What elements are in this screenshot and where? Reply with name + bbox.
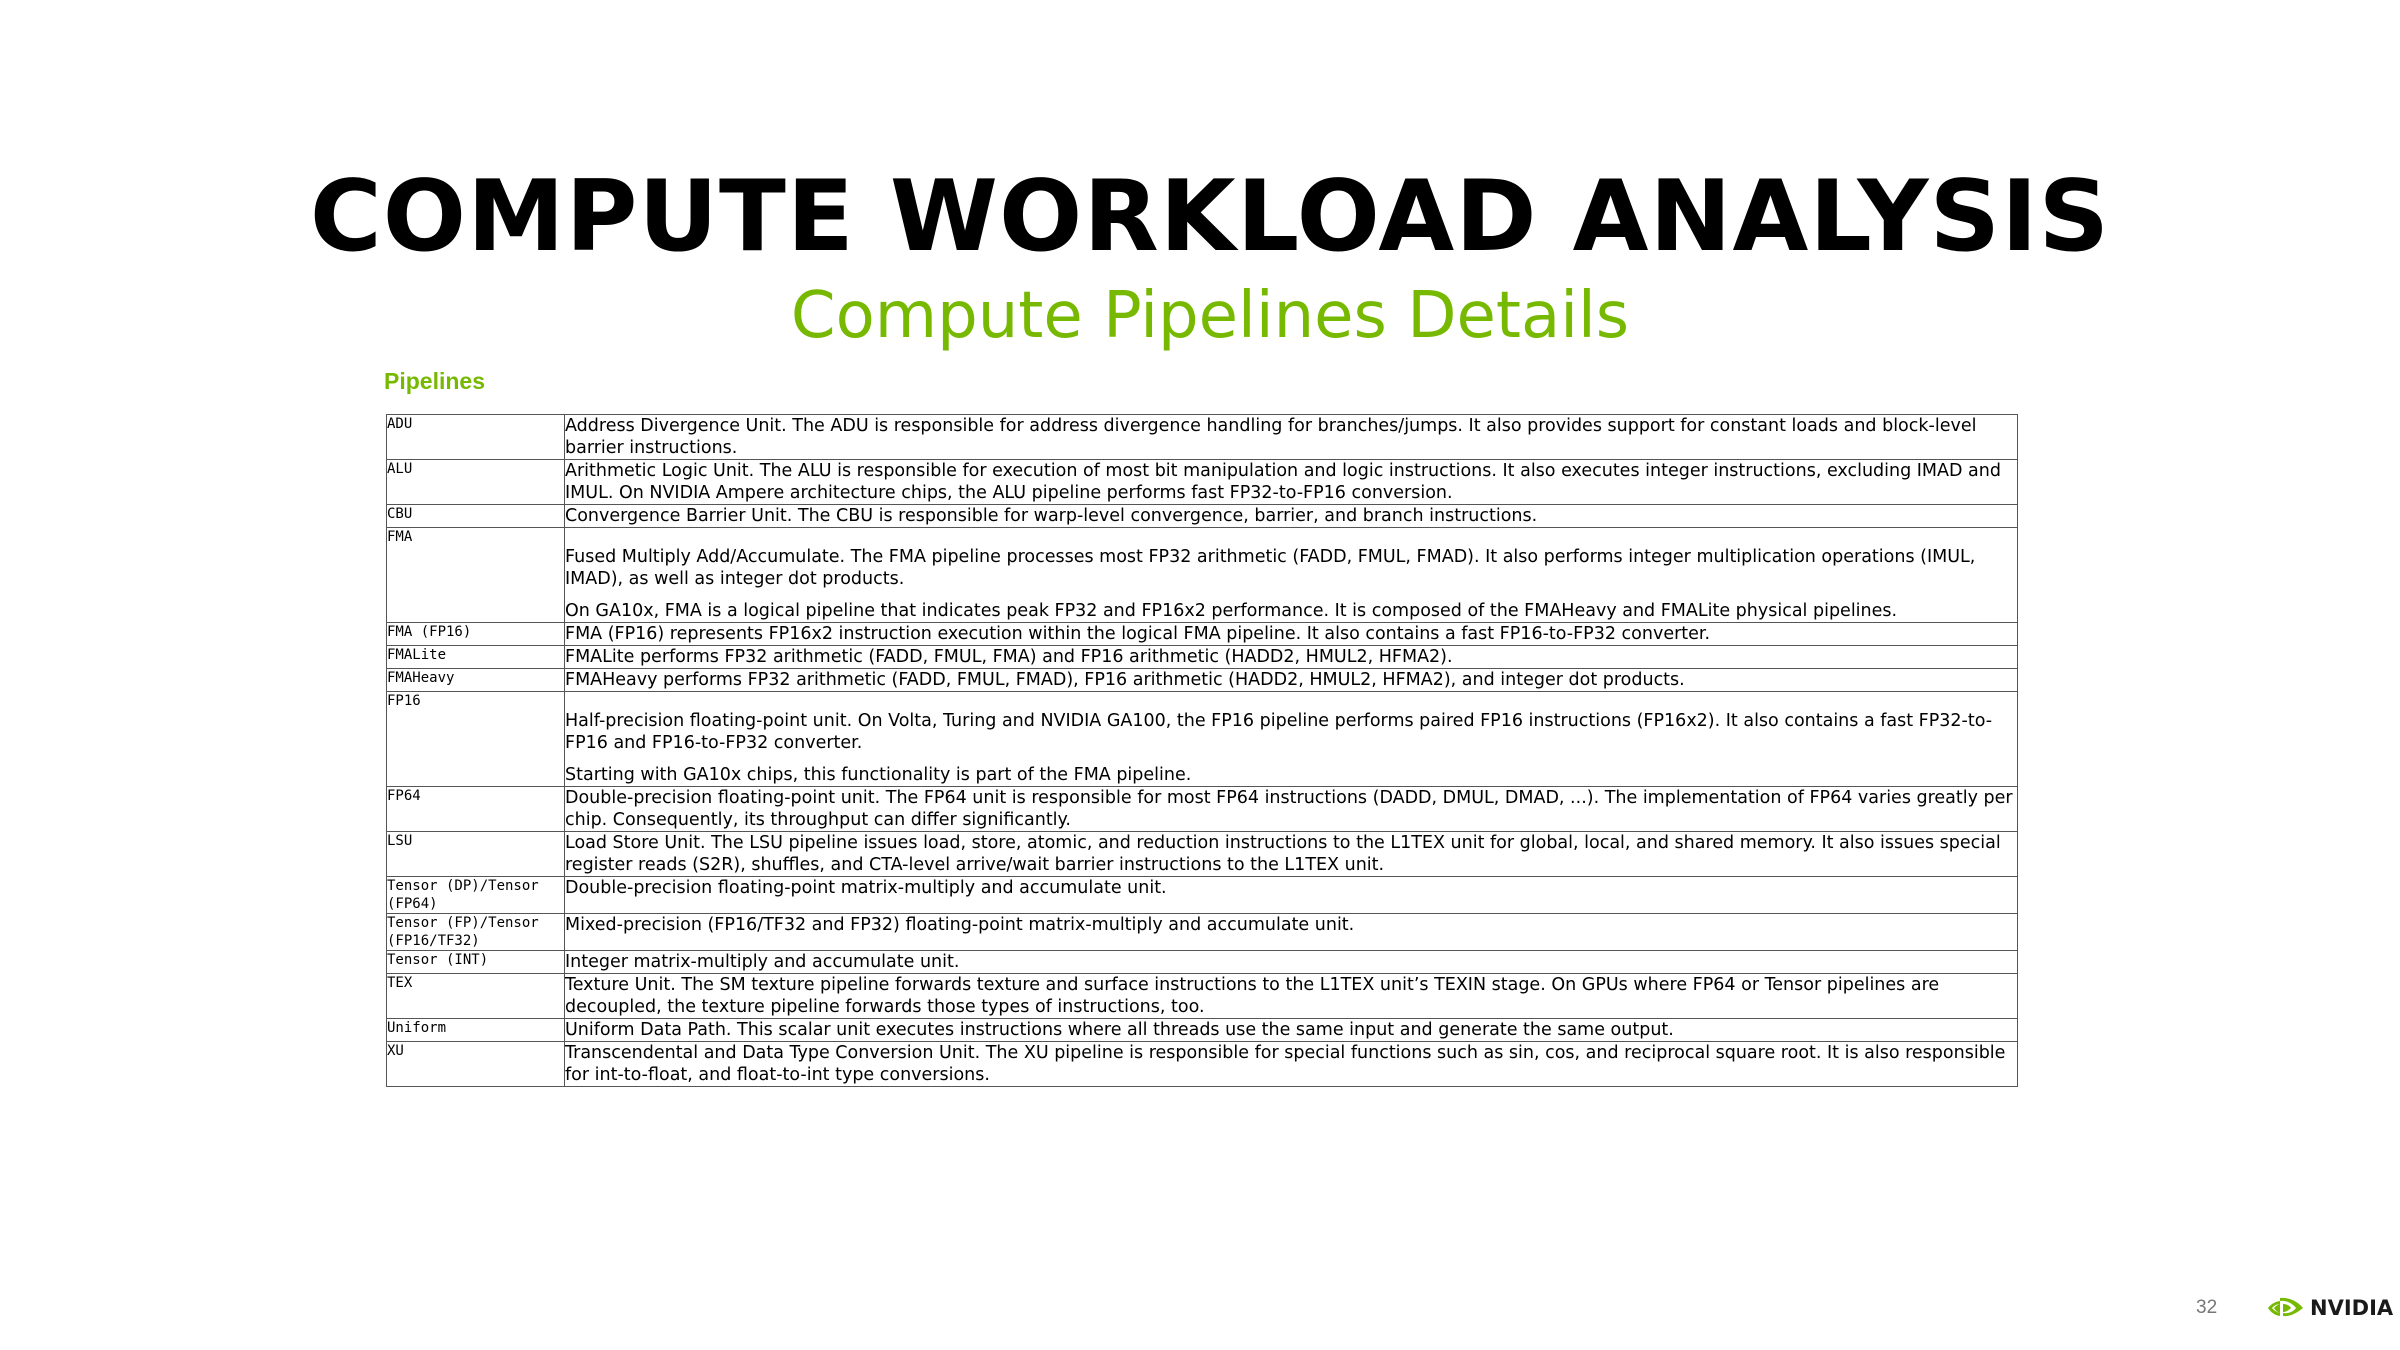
table-row [387,505,2018,528]
pipeline-description [565,1042,2018,1087]
slide-subtitle: Compute Pipelines Details [790,279,1630,353]
pipeline-name: FMAHeavy [387,669,565,692]
pipeline-description-paragraph: Arithmetic Logic Unit. The ALU is responsible for execution of most bit manipulation and logic instructions. It also executes integer instructions, excluding IMAD and IMUL. On NVIDIA Ampere architecture chips, the ALU pipeline performs fast FP32-to-FP16 conversion. [565,461,2001,503]
table-row [387,415,2018,460]
table-row [387,1019,2018,1042]
pipeline-description-paragraph: Texture Unit. The SM texture pipeline forwards texture and surface instructions to the L1TEX unit’s TEXIN stage. On GPUs where FP64 or Tensor pipelines are decoupled, the texture pipeline forwards those types of instructions, too. [565,975,1940,1017]
pipeline-name: ALU [387,460,565,505]
table-row [387,669,2018,692]
table-row [387,877,2018,914]
pipeline-name: TEX [387,974,565,1019]
pipeline-name: FMA [387,528,565,623]
pipeline-description [565,460,2018,505]
pipeline-description [565,669,2018,692]
nvidia-eye-icon [2266,1295,2306,1321]
table-row [387,646,2018,669]
slide-title: COMPUTE WORKLOAD ANALYSIS [309,160,2111,274]
nvidia-logo [2266,1294,2393,1322]
table-row [387,692,2018,787]
table-row [387,787,2018,832]
pipeline-name: FP64 [387,787,565,832]
pipeline-description-paragraph: FMALite performs FP32 arithmetic (FADD, FMUL, FMA) and FP16 arithmetic (HADD2, HMUL2, HFMA2). [565,647,1453,667]
pipeline-description [565,415,2018,460]
pipeline-description-paragraph: Integer matrix-multiply and accumulate unit. [565,952,960,972]
pipeline-description [565,528,2018,623]
table-row [387,460,2018,505]
pipeline-description-paragraph: Half-precision floating-point unit. On Volta, Turing and NVIDIA GA100, the FP16 pipeline performs paired FP16 instructions (FP16x2). It also contains a fast FP32-to-FP16 and FP16-to-FP32 converter. [565,711,1993,753]
pipeline-description [565,623,2018,646]
pipeline-description-paragraph: Transcendental and Data Type Conversion Unit. The XU pipeline is responsible for special functions such as sin, cos, and reciprocal square root. It is also responsible for int-to-float, and float-to-int type conversions. [565,1043,2006,1085]
pipeline-name: CBU [387,505,565,528]
table-row [387,951,2018,974]
table-row [387,528,2018,623]
pipeline-description-paragraph: FMA (FP16) represents FP16x2 instruction execution within the logical FMA pipeline. It also contains a fast FP16-to-FP32 converter. [565,624,1711,644]
pipeline-description [565,951,2018,974]
table-row [387,1042,2018,1087]
pipeline-description-paragraph: Uniform Data Path. This scalar unit executes instructions where all threads use the same input and generate the same output. [565,1020,1674,1040]
pipeline-name: FMALite [387,646,565,669]
pipeline-name: FP16 [387,692,565,787]
table-row [387,832,2018,877]
pipeline-description [565,505,2018,528]
pipeline-name: Tensor (FP)/Tensor (FP16/TF32) [387,914,565,951]
pipelines-table [386,414,2018,1087]
pipeline-description [565,974,2018,1019]
pipeline-description [565,914,2018,951]
pipeline-description-paragraph: Fused Multiply Add/Accumulate. The FMA pipeline processes most FP32 arithmetic (FADD, FMUL, FMAD). It also performs integer multiplication operations (IMUL, IMAD), as well as integer dot products. [565,547,1976,589]
pipelines-table-body [387,415,2018,1087]
nvidia-wordmark: NVIDIA [2310,1296,2394,1320]
pipeline-description-paragraph: Address Divergence Unit. The ADU is responsible for address divergence handling for branches/jumps. It also provides support for constant loads and block-level barrier instructions. [565,416,1977,458]
pipeline-description-paragraph: Double-precision floating-point matrix-multiply and accumulate unit. [565,878,1167,898]
pipeline-name: XU [387,1042,565,1087]
pipeline-description-paragraph: Mixed-precision (FP16/TF32 and FP32) floating-point matrix-multiply and accumulate unit. [565,915,1355,935]
pipeline-description-paragraph: Starting with GA10x chips, this functionality is part of the FMA pipeline. [565,765,1192,785]
pipeline-name: LSU [387,832,565,877]
pipeline-name: FMA (FP16) [387,623,565,646]
page-number: 32 [2196,1297,2218,1318]
pipeline-name: Tensor (DP)/Tensor (FP64) [387,877,565,914]
pipeline-description [565,877,2018,914]
pipeline-name: Uniform [387,1019,565,1042]
table-row [387,914,2018,951]
table-row [387,974,2018,1019]
table-row [387,623,2018,646]
pipeline-description-paragraph: On GA10x, FMA is a logical pipeline that indicates peak FP32 and FP16x2 performance. It is composed of the FMAHeavy and FMALite physical pipelines. [565,601,1898,621]
pipeline-description [565,832,2018,877]
pipeline-name: ADU [387,415,565,460]
pipeline-description-paragraph: Load Store Unit. The LSU pipeline issues load, store, atomic, and reduction instructions to the L1TEX unit for global, local, and shared memory. It also issues special register reads (S2R), shuffles, and CTA-level arrive/wait barrier instructions to the L1TEX unit. [565,833,2001,875]
pipeline-description [565,646,2018,669]
pipeline-description [565,787,2018,832]
pipeline-description-paragraph: Double-precision floating-point unit. The FP64 unit is responsible for most FP64 instructions (DADD, DMUL, DMAD, ...). The implementation of FP64 varies greatly per chip. Consequently, its throughput can differ significantly. [565,788,2013,830]
pipeline-description-paragraph: Convergence Barrier Unit. The CBU is responsible for warp-level convergence, barrier, and branch instructions. [565,506,1538,526]
section-label: Pipelines [384,368,485,394]
pipeline-description [565,692,2018,787]
pipeline-description [565,1019,2018,1042]
pipeline-name: Tensor (INT) [387,951,565,974]
pipeline-description-paragraph: FMAHeavy performs FP32 arithmetic (FADD, FMUL, FMAD), FP16 arithmetic (HADD2, HMUL2, HFMA2), and integer dot products. [565,670,1685,690]
